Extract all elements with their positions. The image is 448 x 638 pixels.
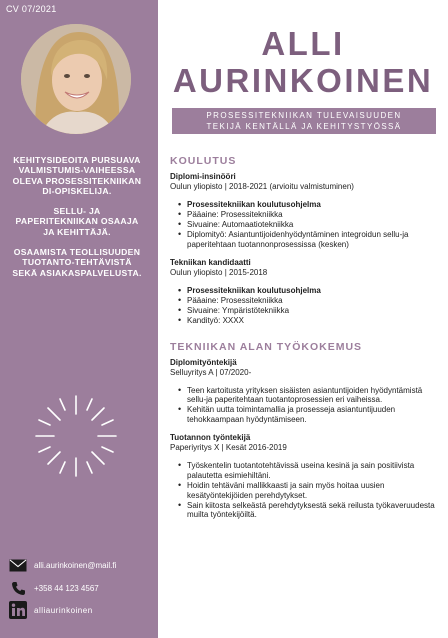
degree-details — [170, 200, 440, 249]
title-band — [172, 108, 436, 134]
education-heading: KOULUTUS — [170, 155, 237, 167]
list-item: • Sain kiitosta selkeästä perehdytyksestä sekä reilusta työkaveruudesta muilta työntekijöiltä. — [178, 501, 440, 520]
list-item: • Pääaine: Prosessitekniikka — [178, 296, 440, 306]
email-text[interactable]: alli.aurinkoinen@mail.fi — [34, 560, 117, 570]
degree-school: Oulun yliopisto | 2015-2018 — [170, 268, 268, 278]
list-item: • Hoidin tehtäväni mallikkaasti ja sain myös hoitaa uusien kesätyöntekijöiden perehdytykset. — [178, 481, 440, 500]
degree-title: Tekniikan kandidaatti — [170, 258, 251, 268]
job-details — [170, 386, 440, 425]
linkedin-icon — [8, 602, 28, 618]
about-paragraph: KEHITYSIDEOITA PURSUAVA VALMISTUMIS-VAIHEESSA OLEVA PROSESSITEKNIIKAN DI-OPISKELIJA. — [12, 155, 142, 196]
about-paragraph: OSAAMISTA TEOLLISUUDEN TUOTANTO-TEHTÄVISTÄ SEKÄ ASIAKASPALVELUSTA. — [12, 247, 142, 278]
title-line: TEKIJÄ KENTÄLLÄ JA KEHITYSTYÖSSÄ — [206, 122, 402, 131]
list-item: • Työskentelin tuotantotehtävissä useina kesinä ja sain positiivista palautetta esimiehiltäni. — [178, 461, 440, 480]
experience-heading: TEKNIIKAN ALAN TYÖKOKEMUS — [170, 340, 363, 353]
degree-school: Oulun yliopisto | 2018-2021 (arvioitu valmistuminen) — [170, 182, 354, 191]
job-title: Diplomityöntekijä — [170, 357, 237, 367]
list-item: • Diplomityö: Asiantuntijoidenhyödyntäminen integroidun sellu-ja paperitehtaan tuotannonprosessissa (kesken) — [178, 230, 440, 249]
contact-email[interactable] — [8, 557, 158, 573]
list-item: • Sivuaine: Ympäristötekniikka — [178, 306, 440, 316]
job-employer: Paperiyritys X | Kesät 2016-2019 — [170, 443, 287, 453]
list-item: • Sivuaine: Automaatiotekniikka — [178, 220, 440, 230]
list-item: • Pääaine: Prosessitekniikka — [178, 210, 440, 220]
sunburst-icon — [34, 394, 118, 483]
contact-phone[interactable] — [8, 580, 158, 596]
job-title: Tuotannon työntekijä — [170, 433, 251, 443]
linkedin-text[interactable]: alliaurinkoinen — [34, 605, 93, 615]
job-employer: Selluyritys A | 07/2020- — [170, 367, 252, 377]
title-line: PROSESSITEKNIIKAN TULEVAISUUDEN — [206, 111, 402, 120]
person-name — [172, 25, 434, 99]
list-item: • Kehitän uutta toimintamallia ja prosesseja asiantuntijuuden tehokkaampaan hyödyntämiseen. — [178, 405, 440, 424]
list-item: • Teen kartoitusta yrityksen sisäisten asiantuntijoiden hyödyntämistä sellu-ja paperitehtaan tuotantoprosessien eri vaiheissa. — [178, 386, 440, 405]
contact-linkedin[interactable] — [8, 602, 158, 618]
sidebar — [0, 0, 158, 638]
degree-details — [170, 286, 440, 326]
list-item: • Prosessitekniikan koulutusohjelma — [178, 200, 440, 210]
about-paragraph: SELLU- JA PAPERITEKNIIKAN OSAAJA JA KEHITTÄJÄ. — [15, 206, 139, 237]
degree-title: Diplomi-insinööri — [170, 172, 236, 181]
cv-date: CV 07/2021 — [6, 4, 57, 14]
name-first: ALLI — [261, 25, 345, 62]
envelope-icon — [8, 557, 28, 573]
about-text — [12, 155, 142, 288]
phone-text[interactable]: +358 44 123 4567 — [34, 583, 99, 593]
list-item: • Kandityö: XXXX — [178, 316, 440, 326]
avatar — [21, 24, 131, 134]
list-item: • Prosessitekniikan koulutusohjelma — [178, 286, 440, 296]
job-details — [170, 461, 440, 519]
name-last: AURINKOINEN — [172, 62, 434, 99]
main-content — [170, 155, 440, 529]
phone-icon — [8, 580, 28, 596]
